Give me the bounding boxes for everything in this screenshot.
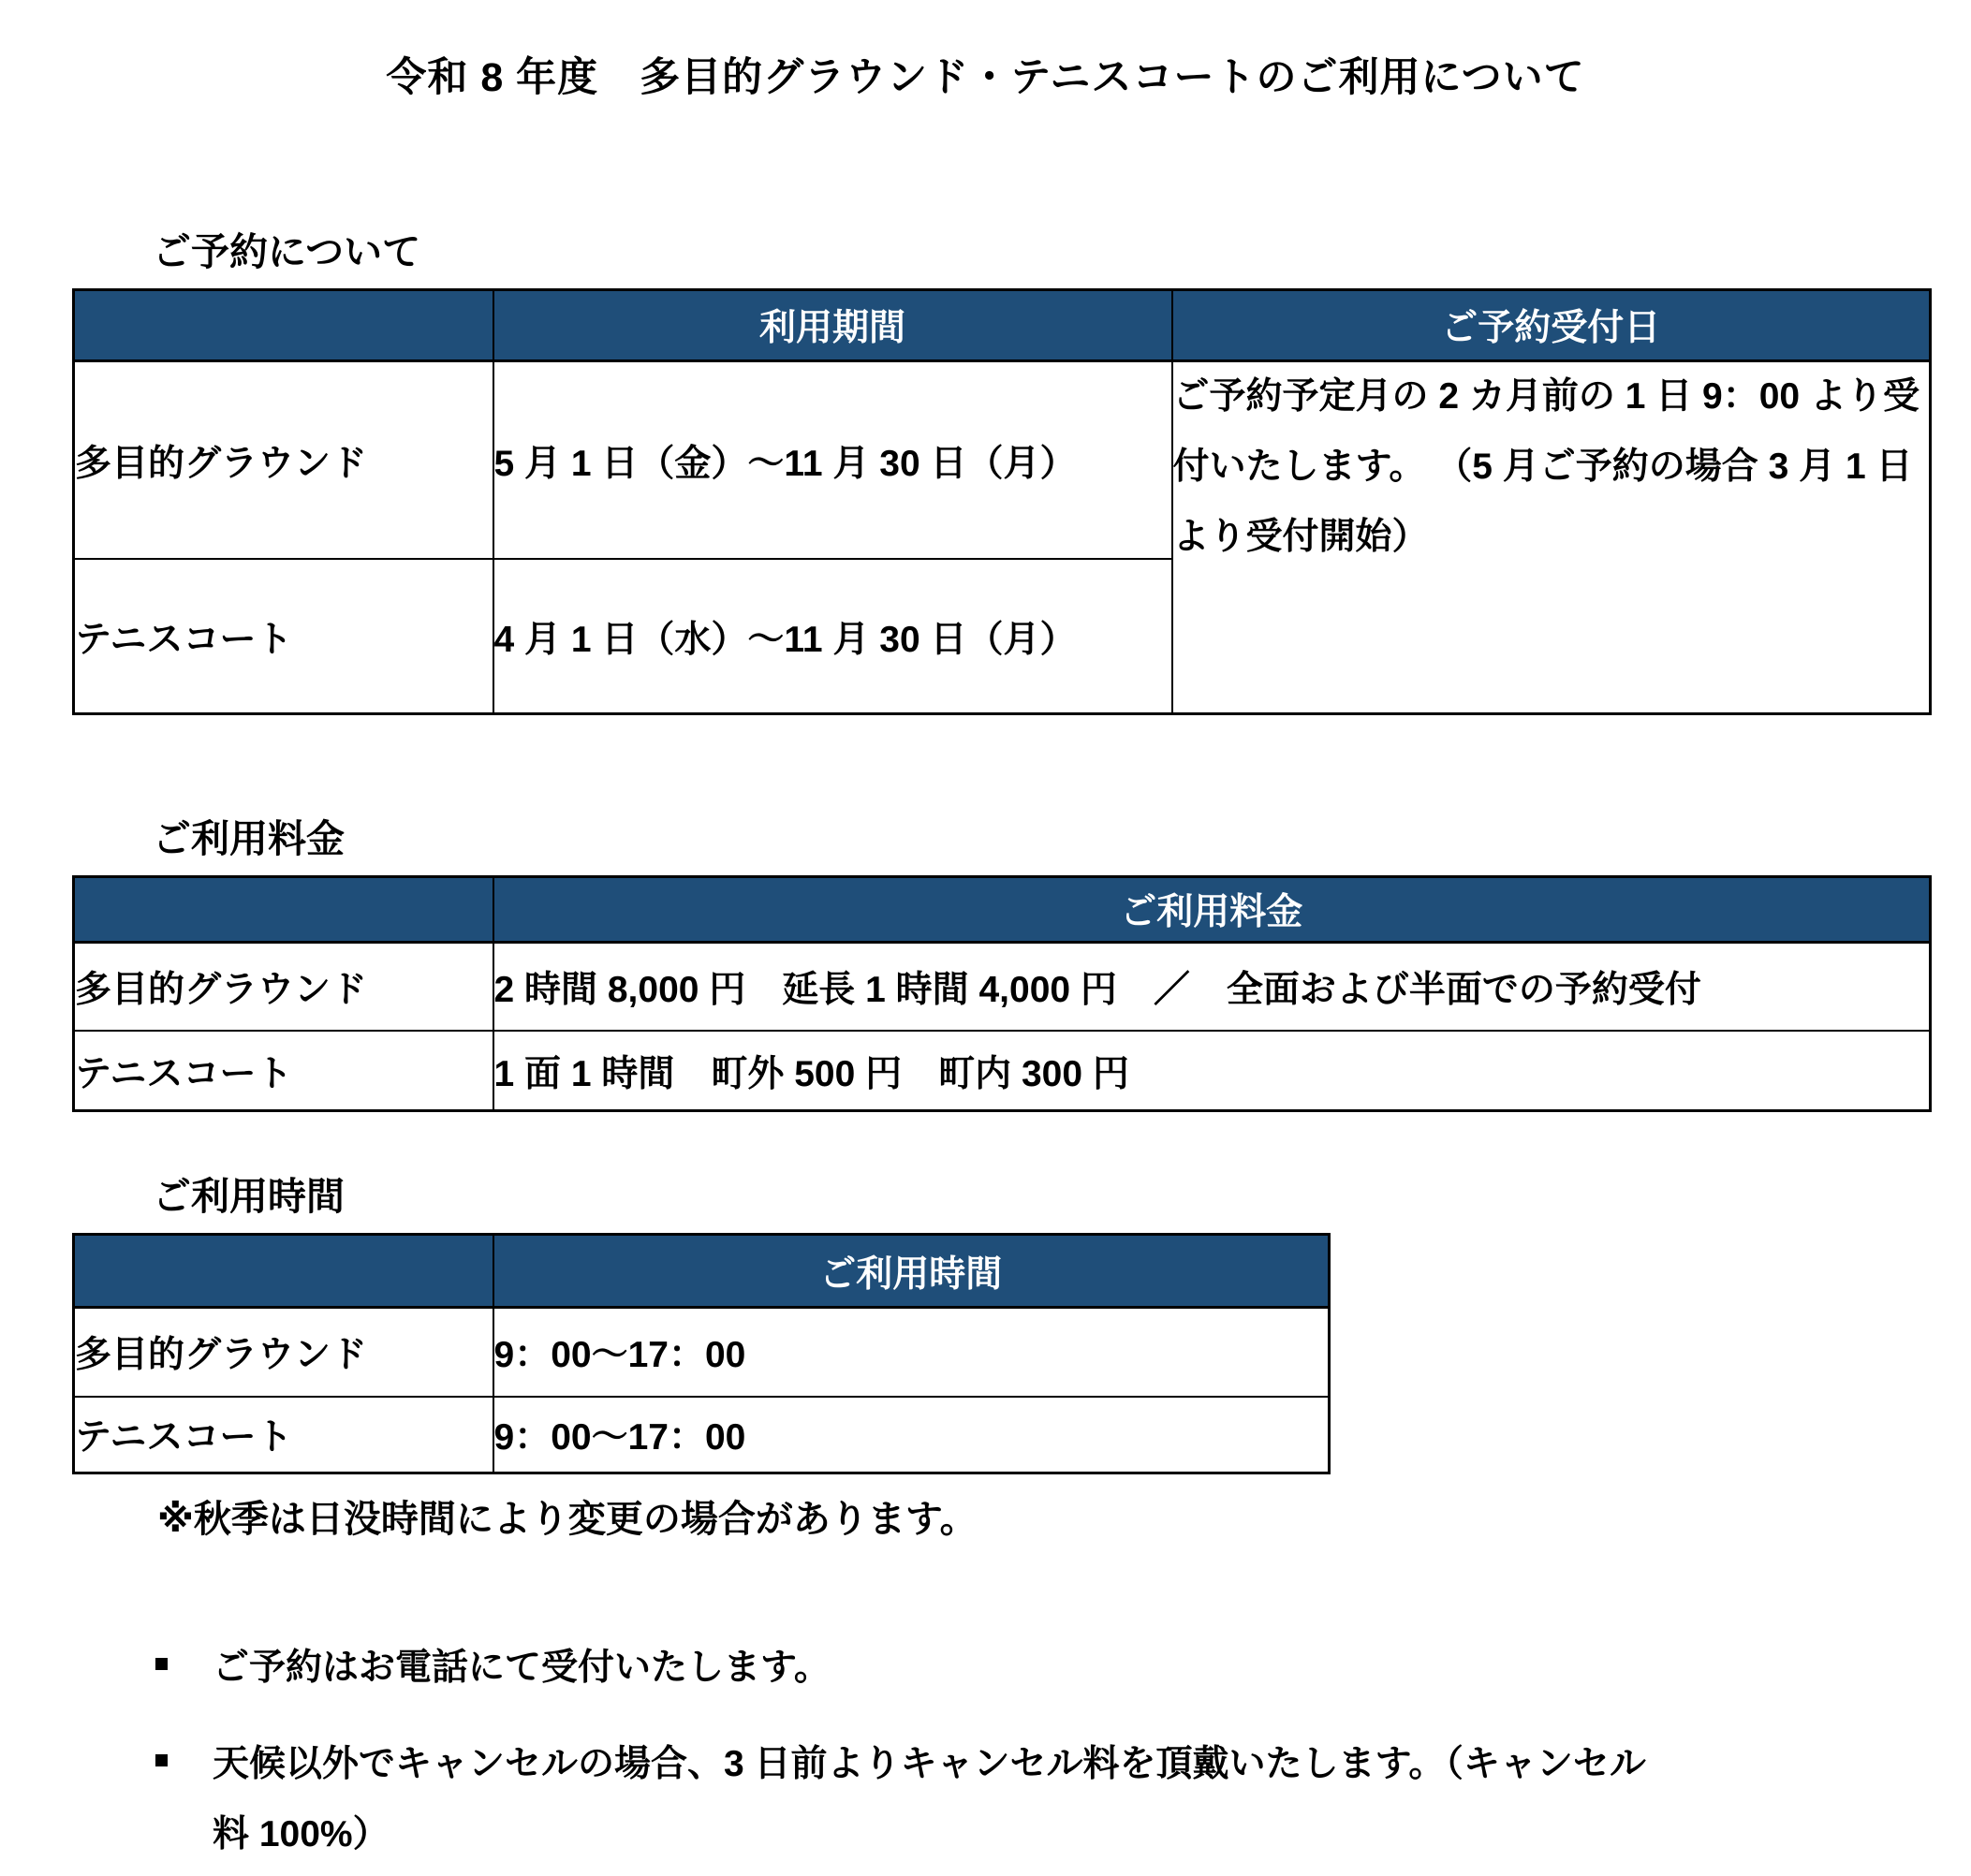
facility-cell: 多目的グラウンド <box>74 360 493 559</box>
bullet-square-icon <box>155 1754 168 1766</box>
reception-text-line2: （5 月ご予約の場合 3 月 1 日より受付開始） <box>1172 446 1913 557</box>
remark-text: ご予約はお電話にて受付いたします。 <box>213 1648 831 1689</box>
facility-cell: テニスコート <box>74 559 493 713</box>
table-row <box>74 1397 1330 1473</box>
hours-header-facility <box>74 1235 493 1308</box>
reception-cell <box>1172 360 1931 713</box>
facility-cell: 多目的グラウンド <box>74 942 493 1031</box>
hours-header-row <box>74 1235 1330 1308</box>
section-heading-reservation: ご予約について <box>153 229 421 273</box>
reception-text-line1: ご予約予定月の 2 カ月前の 1 日 9：00 より受付いたします。 <box>1172 375 1920 487</box>
remarks-list <box>150 1634 1971 1870</box>
hours-cell: 9：00～17：00 <box>493 1308 1330 1397</box>
remark-text: 天候以外でキャンセルの場合、3 日前よりキャンセル料を頂戴いたします。（キャンセル料 100%） <box>213 1744 1646 1854</box>
hours-table <box>72 1233 1331 1474</box>
reservation-header-reception: ご予約受付日 <box>1172 289 1931 360</box>
facility-cell: テニスコート <box>74 1397 493 1473</box>
hours-cell: 9：00～17：00 <box>493 1397 1330 1473</box>
period-cell: 5 月 1 日（金）～11 月 30 日（月） <box>493 360 1172 559</box>
facility-cell: テニスコート <box>74 1031 493 1110</box>
period-cell: 4 月 1 日（水）～11 月 30 日（月） <box>493 559 1172 713</box>
table-row <box>74 1308 1330 1397</box>
fees-header-fee: ご利用料金 <box>493 876 1931 942</box>
table-row <box>74 1031 1931 1110</box>
fees-header-facility <box>74 876 493 942</box>
list-item <box>150 1730 1971 1870</box>
section-heading-fees: ご利用料金 <box>153 816 345 860</box>
document-title: 令和 8 年度 多目的グラウンド・テニスコートのご利用について <box>386 55 1585 100</box>
bullet-square-icon <box>155 1658 168 1670</box>
table-row <box>74 942 1931 1031</box>
reservation-header-facility <box>74 289 493 360</box>
fees-table <box>72 875 1932 1112</box>
hours-header-hours: ご利用時間 <box>493 1235 1330 1308</box>
facility-cell: 多目的グラウンド <box>74 1308 493 1397</box>
reservation-header-row <box>74 289 1931 360</box>
list-item <box>150 1634 1971 1704</box>
reservation-table <box>72 288 1932 715</box>
fee-cell: 2 時間 8,000 円 延長 1 時間 4,000 円 ／ 全面および半面での予約受付 <box>493 942 1931 1031</box>
hours-note: ※秋季は日没時間により変更の場合があります。 <box>157 1499 978 1541</box>
fees-header-row <box>74 876 1931 942</box>
section-heading-hours: ご利用時間 <box>153 1174 345 1218</box>
reservation-header-period: 利用期間 <box>493 289 1172 360</box>
fee-cell: 1 面 1 時間 町外 500 円 町内 300 円 <box>493 1031 1931 1110</box>
table-row <box>74 360 1931 559</box>
